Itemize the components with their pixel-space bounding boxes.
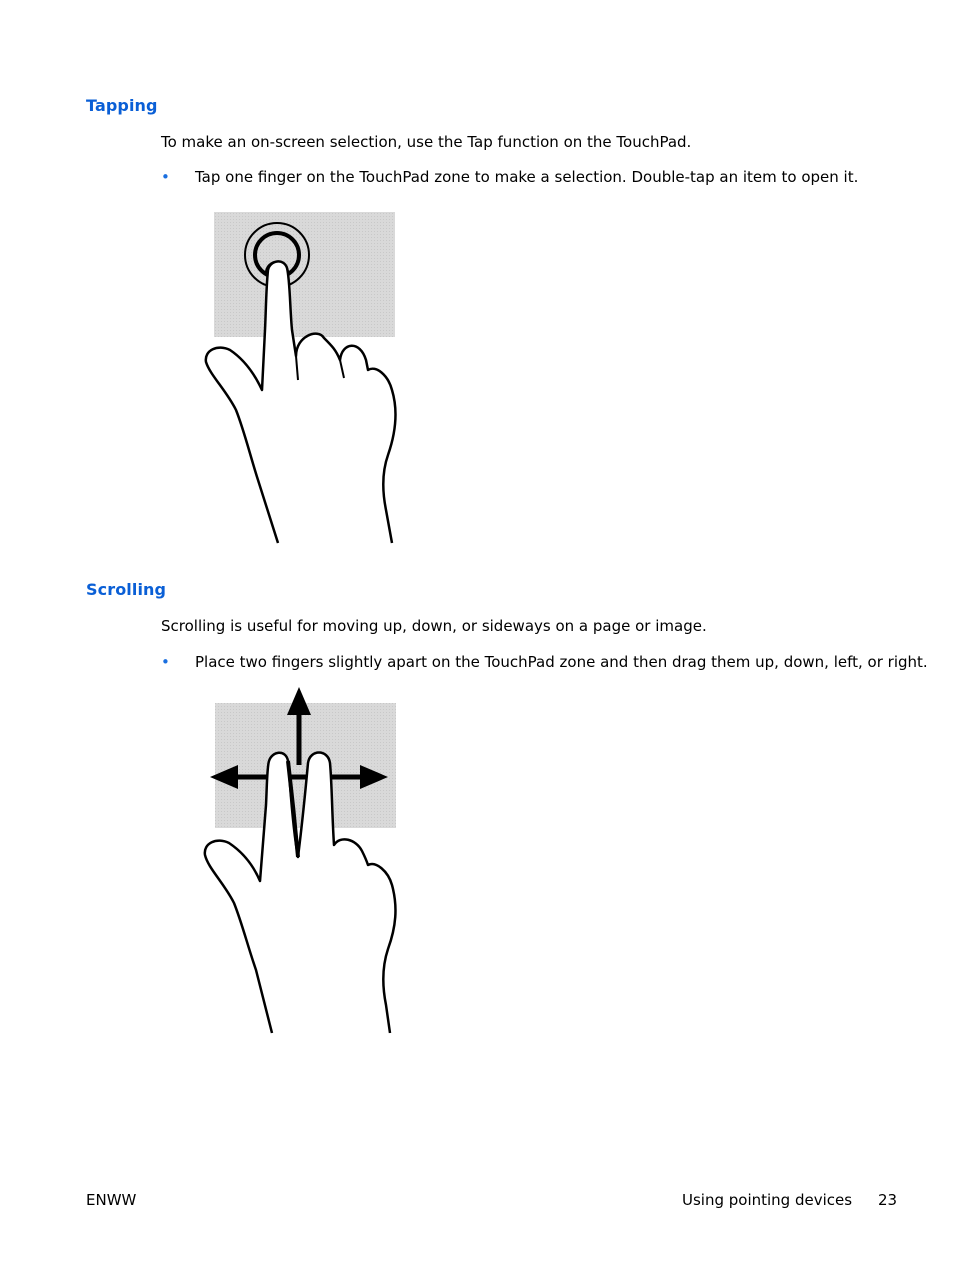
scrolling-bullet-text: Place two fingers slightly apart on the TouchPad zone and then drag them up, down, left, or right. [195,653,928,671]
scroll-gesture-illustration [200,685,410,1035]
footer-locale-code: ENWW [86,1191,137,1209]
touchpad-zone [214,212,395,337]
tapping-bullet-text: Tap one finger on the TouchPad zone to make a selection. Double-tap an item to open it. [195,168,859,186]
arrow-up-icon [287,687,311,715]
section-heading-tapping: Tapping [86,96,158,115]
footer-section-title: Using pointing devices [682,1191,853,1209]
tap-gesture-illustration [200,210,410,545]
tapping-intro: To make an on-screen selection, use the Tap function on the TouchPad. [161,133,692,151]
two-finger-scroll-icon [200,685,410,1035]
bullet-icon: • [161,653,170,671]
section-heading-scrolling: Scrolling [86,580,167,599]
bullet-icon: • [161,168,170,186]
scrolling-intro: Scrolling is useful for moving up, down, or sideways on a page or image. [161,617,707,635]
page-number: 23 [878,1191,898,1209]
one-finger-tap-icon [200,210,410,545]
